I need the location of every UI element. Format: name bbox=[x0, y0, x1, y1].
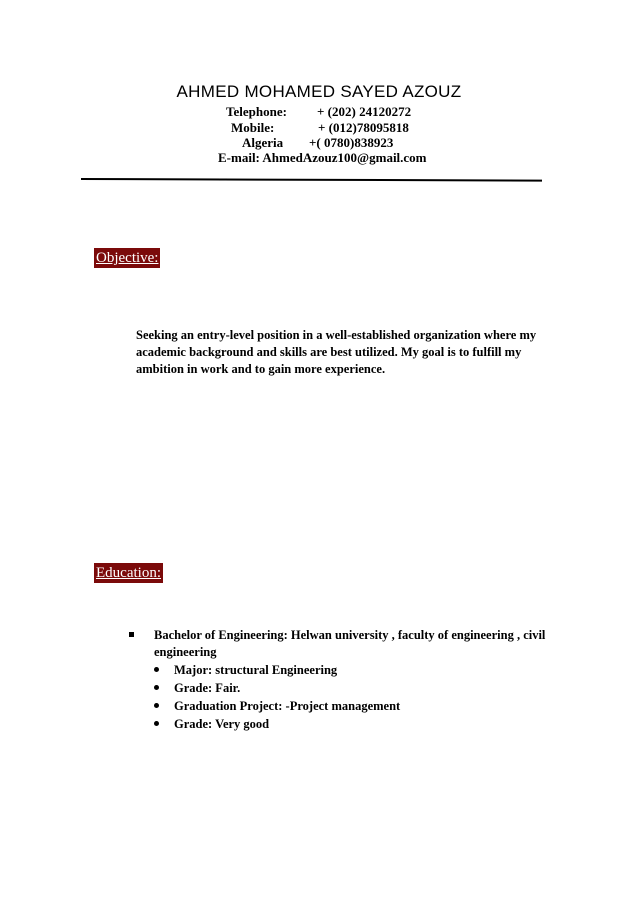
education-detail-item bbox=[154, 661, 549, 679]
square-bullet-icon bbox=[129, 632, 134, 637]
education-list bbox=[129, 627, 549, 733]
applicant-name: AHMED MOHAMED SAYED AZOUZ bbox=[176, 82, 462, 101]
mobile-value: + (012)78095818 bbox=[318, 120, 409, 135]
dot-bullet-icon bbox=[154, 703, 159, 708]
mobile-row bbox=[231, 120, 409, 136]
dot-bullet-icon bbox=[154, 721, 159, 726]
detail-graduation-project: Graduation Project: -Project management bbox=[174, 699, 401, 713]
algeria-phone-value: +( 0780)838923 bbox=[309, 135, 394, 150]
header-divider bbox=[81, 178, 542, 182]
objective-heading: Objective: bbox=[96, 250, 159, 266]
objective-text: Seeking an entry-level position in a well-established organization where my academic background and skills are best utilized. My goal is to fulfill my ambition in work and to gain more experience. bbox=[136, 328, 537, 376]
mobile-label: Mobile: bbox=[231, 120, 275, 135]
education-degree-item bbox=[129, 627, 549, 733]
algeria-label: Algeria bbox=[242, 135, 284, 150]
education-heading: Education: bbox=[96, 565, 161, 581]
education-detail-item bbox=[154, 697, 549, 715]
email-text: E-mail: AhmedAzouz100@gmail.com bbox=[218, 150, 427, 165]
dot-bullet-icon bbox=[154, 685, 159, 690]
education-detail-item bbox=[154, 679, 549, 697]
degree-text: Bachelor of Engineering: Helwan university , faculty of engineering , civil engineering bbox=[154, 628, 546, 659]
detail-grade: Grade: Fair. bbox=[174, 681, 241, 695]
detail-major: Major: structural Engineering bbox=[174, 663, 338, 677]
telephone-label: Telephone: bbox=[226, 104, 287, 119]
education-details-list bbox=[154, 661, 549, 733]
dot-bullet-icon bbox=[154, 667, 159, 672]
education-detail-item bbox=[154, 715, 549, 733]
telephone-row bbox=[226, 104, 412, 120]
email-row bbox=[218, 150, 427, 166]
detail-project-grade: Grade: Very good bbox=[174, 717, 270, 731]
telephone-value: + (202) 24120272 bbox=[317, 104, 412, 119]
algeria-phone-row bbox=[242, 135, 394, 151]
